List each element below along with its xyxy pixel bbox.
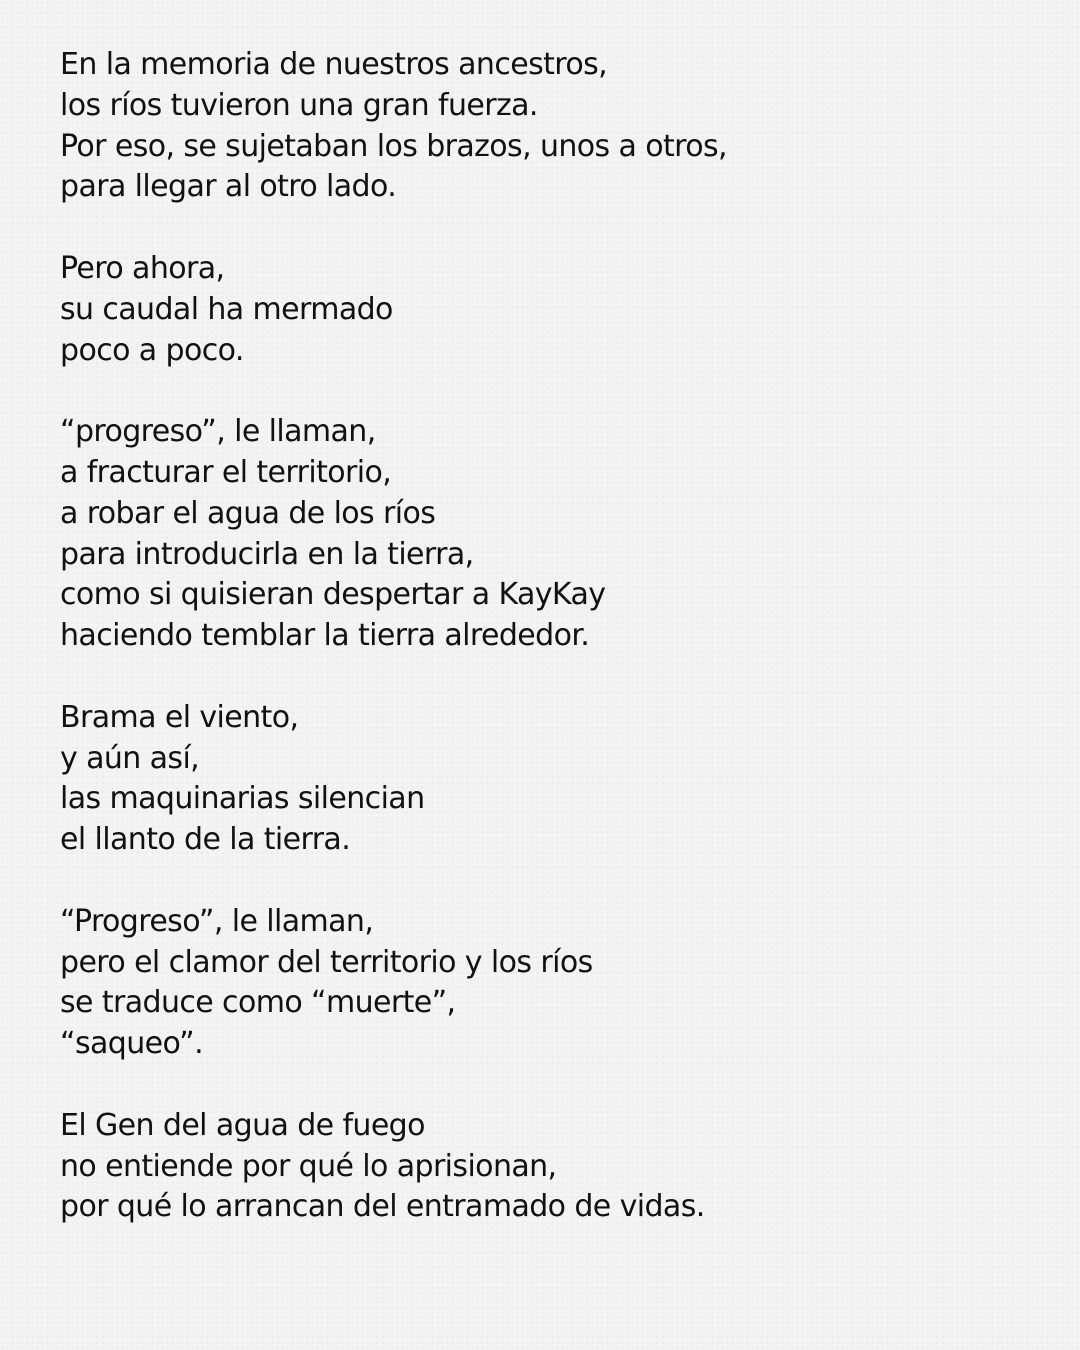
poem-line: para introducirla en la tierra, xyxy=(60,536,474,572)
poem-line: el llanto de la tierra. xyxy=(60,822,351,858)
stanza-4 xyxy=(60,698,1040,861)
poem-line: y aún así, xyxy=(60,740,200,776)
stanza-6 xyxy=(60,1106,1040,1228)
poem-line: para llegar al otro lado. xyxy=(60,169,397,205)
poem-line: como si quisieran despertar a KayKay xyxy=(60,577,606,613)
poem-line: “Progreso”, le llaman, xyxy=(60,903,374,939)
stanza-5 xyxy=(60,902,1040,1065)
poem-text xyxy=(60,45,1040,1228)
poem-line: “progreso”, le llaman, xyxy=(60,414,376,450)
stanza-3 xyxy=(60,412,1040,657)
stanza-2 xyxy=(60,249,1040,371)
poem-line: no entiende por qué lo aprisionan, xyxy=(60,1148,557,1184)
poem-line: poco a poco. xyxy=(60,332,244,368)
poem-line: pero el clamor del territorio y los ríos xyxy=(60,944,593,980)
poem-line: En la memoria de nuestros ancestros, xyxy=(60,47,608,82)
poem-line: Brama el viento, xyxy=(60,699,299,735)
stanza-1 xyxy=(60,45,1040,208)
poem-line: por qué lo arrancan del entramado de vidas. xyxy=(60,1189,705,1225)
poem-line: “saqueo”. xyxy=(60,1026,204,1062)
poem-line: se traduce como “muerte”, xyxy=(60,985,456,1021)
poem-line: a robar el agua de los ríos xyxy=(60,495,436,531)
poem-line: a fracturar el territorio, xyxy=(60,454,392,490)
poem-line: haciendo temblar la tierra alrededor. xyxy=(60,618,590,654)
poem-line: los ríos tuvieron una gran fuerza. xyxy=(60,87,538,123)
poem-line: Pero ahora, xyxy=(60,250,225,286)
poem-line: Por eso, se sujetaban los brazos, unos a otros, xyxy=(60,128,727,164)
poem-line: las maquinarias silencian xyxy=(60,781,425,817)
poem-line: El Gen del agua de fuego xyxy=(60,1107,425,1143)
poem-line: su caudal ha mermado xyxy=(60,291,393,327)
